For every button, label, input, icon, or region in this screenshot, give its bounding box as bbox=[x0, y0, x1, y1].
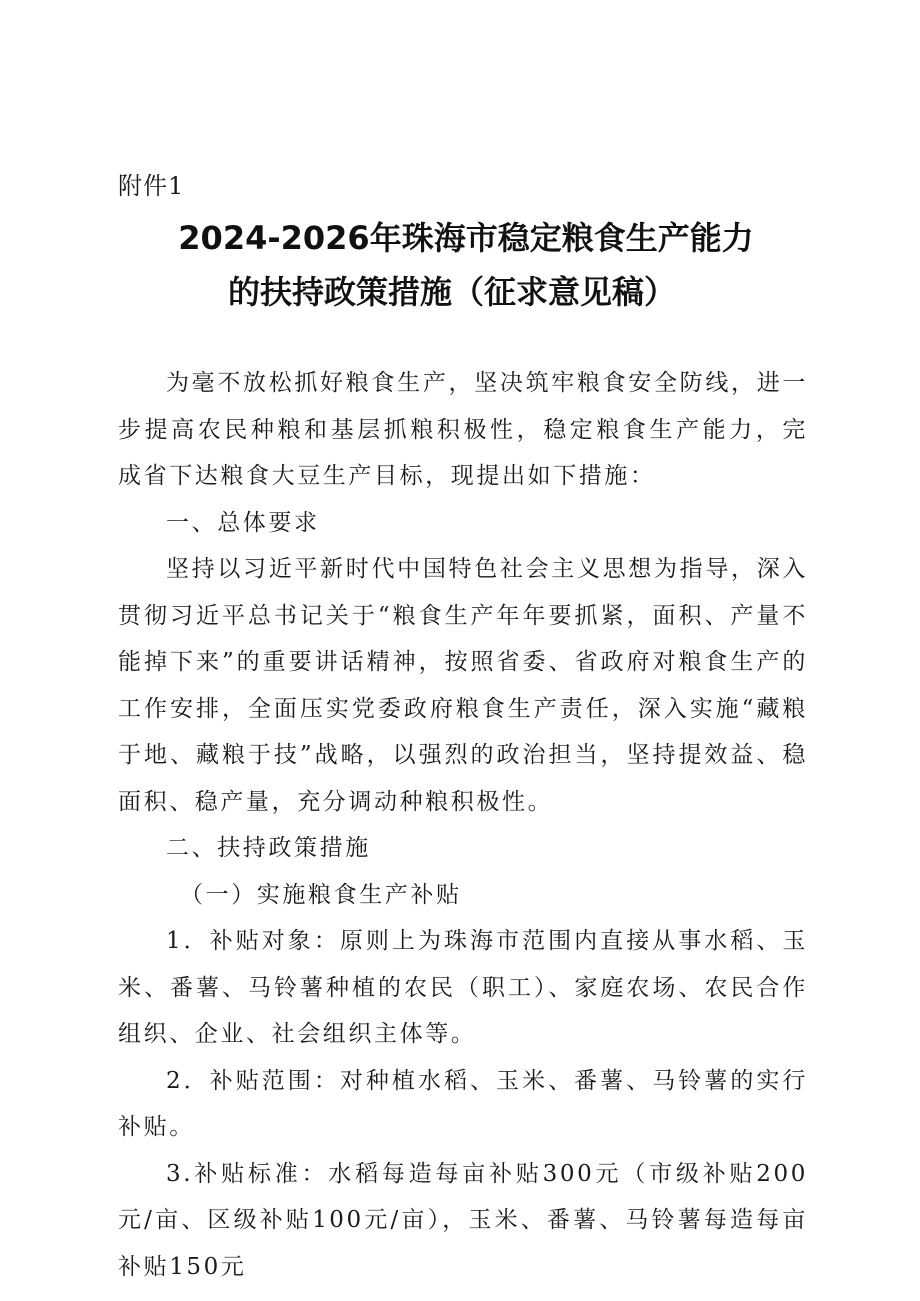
item-3-subsidy-standard: 3.补贴标准：水稻每造每亩补贴300元（市级补贴200元/亩、区级补贴100元/亩），玉米、番薯、马铃薯每造每亩补贴150元 bbox=[118, 1160, 808, 1280]
document-title-line-1: 2024-2026年珠海市稳定粮食生产能力 bbox=[178, 219, 754, 257]
attachment-label: 附件1 bbox=[118, 172, 185, 200]
section-1-heading: 一、总体要求 bbox=[166, 509, 320, 536]
item-1-subsidy-target: 1．补贴对象：原则上为珠海市范围内直接从事水稻、玉米、番薯、马铃薯种植的农民（职工）、家庭农场、农民合作组织、企业、社会组织主体等。 bbox=[118, 928, 808, 1047]
intro-paragraph: 为毫不放松抓好粮食生产，坚决筑牢粮食安全防线，进一步提高农民种粮和基层抓粮积极性，稳定粮食生产能力，完成省下达粮食大豆生产目标，现提出如下措施： bbox=[118, 370, 808, 489]
section-1-body: 坚持以习近平新时代中国特色社会主义思想为指导，深入贯彻习近平总书记关于“粮食生产年年要抓紧，面积、产量不能掉下来”的重要讲话精神，按照省委、省政府对粮食生产的工作安排，全面压实党委政府粮食生产责任，深入实施“藏粮于地、藏粮于技”战略，以强烈的政治担当，坚持提效益、稳面积、稳产量，充分调动种粮积极性。 bbox=[118, 556, 808, 815]
subsection-1-heading: （一）实施粮食生产补贴 bbox=[180, 881, 462, 908]
item-2-subsidy-scope: 2．补贴范围：对种植水稻、玉米、番薯、马铃薯的实行补贴。 bbox=[118, 1067, 808, 1140]
section-2-heading: 二、扶持政策措施 bbox=[166, 835, 371, 861]
document-title-line-2: 的扶持政策措施（征求意见稿） bbox=[227, 273, 676, 311]
document-body bbox=[118, 360, 808, 1290]
